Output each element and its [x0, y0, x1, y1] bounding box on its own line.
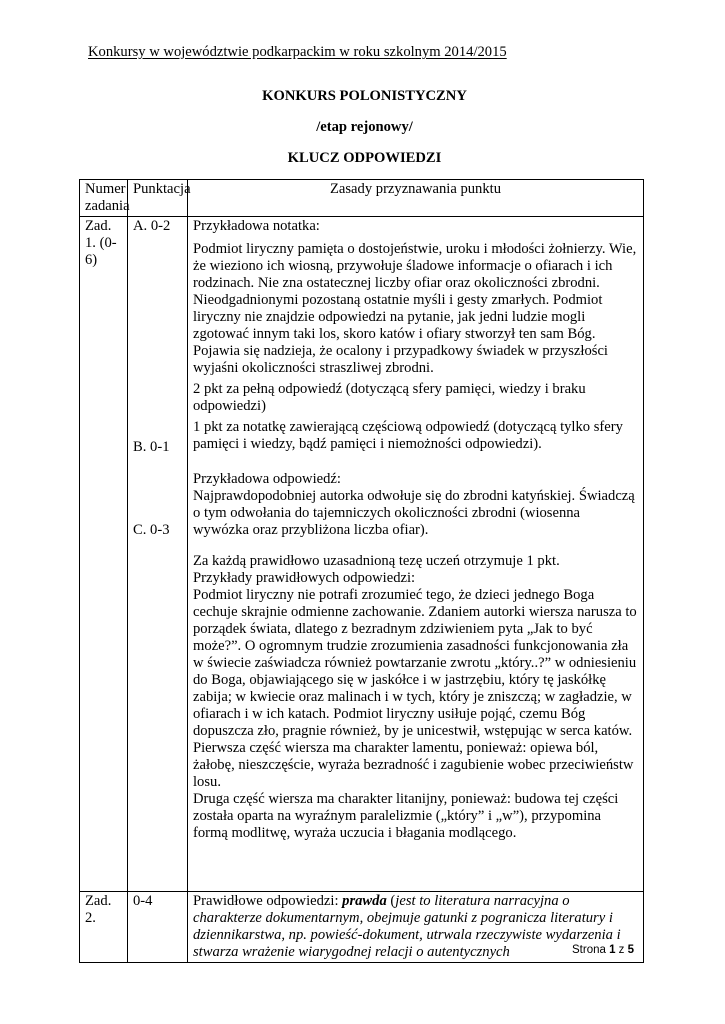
header-rules: Zasady przyznawania punktu [188, 180, 644, 217]
task2-justification: jest to literatura narracyjna o charakterze dokumentarnym, obejmuje gatunki z pogranicza literatury i dziennikarstwa, np. powieść-dokument, utrwala rzeczywiste wydarzenia i stwarza wrażenie wiarygodnej relacji o autentycznych [193, 893, 621, 960]
task1-b-text: Najprawdopodobniej autorka odwołuje się do zbrodni katyńskiej. Świadczą o tym odwołania do tajemniczych okoliczności zbrodni (wiosenna wywózka oraz przybliżona liczba ofiar). [193, 488, 635, 538]
task1-rules [188, 217, 644, 892]
task2-number: Zad. 2. [80, 892, 128, 963]
task1-part-c: C. 0-3 [133, 522, 170, 538]
footer-page-number: 1 [609, 944, 616, 956]
task2-answer-true: prawda [342, 893, 387, 909]
table-header-row [80, 180, 644, 217]
table-row [80, 217, 644, 892]
page-footer [572, 944, 634, 956]
task1-b-label: Przykładowa odpowiedź: [193, 471, 341, 487]
task2-lead: Prawidłowe odpowiedzi: [193, 893, 343, 909]
answer-key-title: KLUCZ ODPOWIEDZI [287, 150, 442, 166]
task1-c-text3: Druga część wiersza ma charakter litanijny, ponieważ: budowa tej części została oparta na wyraźnym paralelizmie („który” i „w”), przypomina formą modlitwę, wyraża uczucia i błagania modlącego. [193, 791, 619, 841]
footer-mid: z [615, 944, 628, 956]
contest-title: KONKURS POLONISTYCZNY [262, 88, 467, 104]
task1-a-score2: 2 pkt za pełną odpowiedź (dotyczącą sfery pamięci, wiedzy i braku odpowiedzi) [193, 381, 586, 414]
task1-part-b: B. 0-1 [133, 439, 170, 455]
task1-part-a: A. 0-2 [133, 218, 171, 234]
task1-scores [128, 217, 188, 892]
stage-title: /etap rejonowy/ [316, 119, 413, 135]
task1-number: Zad. 1. (0-6) [80, 217, 128, 892]
task1-a-score1: 1 pkt za notatkę zawierającą częściową odpowiedź (dotyczącą tylko sfery pamięci i wiedzy, bądź pamięci i niemożności odpowiedzi). [193, 419, 623, 452]
footer-page-total: 5 [627, 944, 635, 956]
task1-c-text1: Podmiot liryczny nie potrafi zrozumieć tego, że dzieci jednego Boga cechuje skrajnie odmienne zachowanie. Zdaniem autorki wiersza narusza to porządek świata, dlatego z bezradnym zdziwieniem pyta „Jak to być może?”. O ogromnym trudzie zrozumienia zasadności funkcjonowania zła w świecie zaświadcza również powtarzanie zwrotu „który..?” w odniesieniu do Boga, objawiającego się w jaskółce i w jastrzębiu, który tę jaskółkę zabija; w kwiecie oraz malinach i w tych, który je zniszczą; w zagładzie, w ofiarach i w ich katach. Podmiot liryczny usiłuje pojąć, czemu Bóg dopuszcza zło, pragnie również, by je unicestwił, wstępując w serca katów. [193, 587, 637, 739]
task1-a-text: Podmiot liryczny pamięta o dostojeństwie, uroku i młodości żołnierzy. Wie, że wieziono ich wiosną, przywołuje śladowe informacje o ofiarach i ich rodzinach. Nie zna ostatecznej liczby ofiar oraz okoliczności zbrodni. Nieodgadnionymi pozostaną ostatnie myśli i gesty zmarłych. Podmiot liryczny nie znajdzie odpowiedzi na pytanie, jak jedni ludzie mogli zgotować innym taki los, skoro katów i ofiary stworzył ten sam Bóg. Pojawia się nadzieja, że ocalony i przypadkowy świadek w przyszłości wyjaśni okoliczności straszliwej zbrodni. [193, 241, 637, 376]
task1-c-intro: Za każdą prawidłowo uzasadnioną tezę uczeń otrzymuje 1 pkt. [193, 553, 560, 569]
task2-paren: ( [386, 893, 396, 909]
task1-c-examples: Przykłady prawidłowych odpowiedzi: [193, 570, 416, 586]
table-row [80, 892, 644, 963]
task1-a-label: Przykładowa notatka: [193, 218, 320, 234]
task1-c-text2: Pierwsza część wiersza ma charakter lamentu, ponieważ: opiewa ból, żałobę, nieszczęście, wyraża bezradność i zagubienie wobec przeciwieństw losu. [193, 740, 634, 790]
header-task-number: Numer zadania [80, 180, 128, 217]
page-header: Konkursy w województwie podkarpackim w roku szkolnym 2014/2015 [88, 44, 507, 60]
footer-prefix: Strona [572, 944, 610, 956]
task2-score: 0-4 [128, 892, 188, 963]
answer-key-table [79, 179, 644, 963]
header-scoring: Punktacja [128, 180, 188, 217]
